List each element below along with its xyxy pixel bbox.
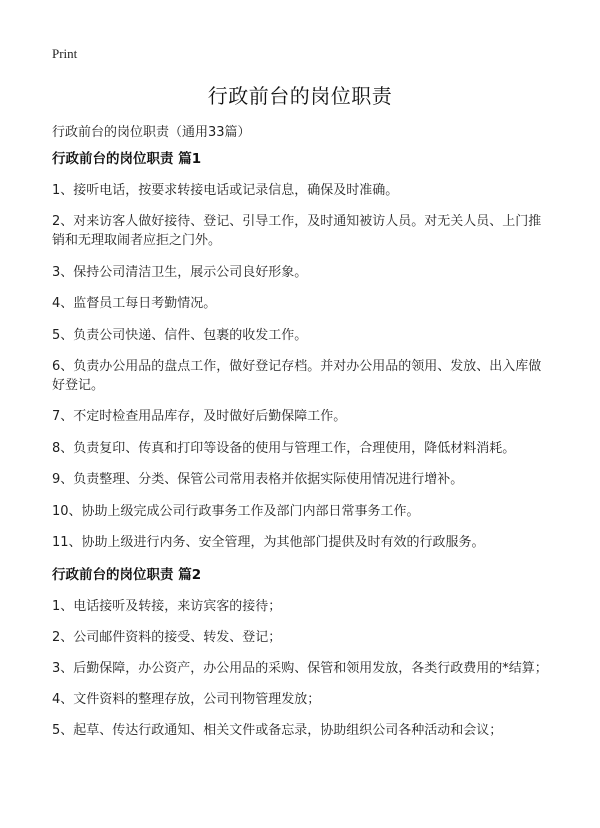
list-item: 4、监督员工每日考勤情况。 (52, 296, 217, 312)
section-heading: 行政前台的岗位职责 篇1 (52, 151, 202, 167)
list-item: 1、电话接听及转接，来访宾客的接待； (52, 599, 282, 615)
section-heading: 行政前台的岗位职责 篇2 (52, 567, 202, 584)
print-link[interactable]: Print (52, 46, 78, 61)
list-item: 5、负责公司快递、信件、包裹的收发工作。 (52, 327, 308, 343)
list-item: 3、后勤保障，办公资产，办公用品的采购、保管和领用发放，各类行政费用的*结算； (52, 661, 548, 677)
list-item: 3、保持公司清洁卫生，展示公司良好形象。 (52, 264, 308, 280)
list-item: 2、公司邮件资料的接受、转发、登记； (52, 630, 282, 646)
list-item: 4、文件资料的整理存放，公司刊物管理发放； (52, 692, 321, 708)
list-item: 5、起草、传达行政通知、相关文件或备忘录，协助组织公司各种活动和会议； (52, 723, 503, 739)
section-2 (52, 566, 552, 740)
section-1 (52, 150, 552, 552)
list-item: 2、对来访客人做好接待、登记、引导工作，及时通知被访人员。对无关人员、上门推销和无理取闹者应拒之门外。 (52, 214, 542, 249)
document-subtitle: 行政前台的岗位职责（通用33篇） (52, 125, 251, 140)
document-body (52, 150, 552, 752)
list-item: 7、不定时检查用品库存，及时做好后勤保障工作。 (52, 409, 347, 425)
list-item: 1、接听电话，按要求转接电话或记录信息，确保及时准确。 (52, 183, 399, 198)
duty-list (52, 181, 552, 552)
duty-list (52, 597, 552, 740)
list-item: 8、负责复印、传真和打印等设备的使用与管理工作，合理使用，降低材料消耗。 (52, 440, 516, 456)
list-item: 6、负责办公用品的盘点工作，做好登记存档。并对办公用品的领用、发放、出入库做好登记。 (52, 358, 542, 393)
document-title: 行政前台的岗位职责 (207, 84, 393, 108)
list-item: 11、协助上级进行内务、安全管理，为其他部门提供及时有效的行政服务。 (52, 534, 485, 550)
list-item: 9、负责整理、分类、保管公司常用表格并依据实际使用情况进行增补。 (52, 472, 464, 488)
list-item: 10、协助上级完成公司行政事务工作及部门内部日常事务工作。 (52, 503, 420, 519)
